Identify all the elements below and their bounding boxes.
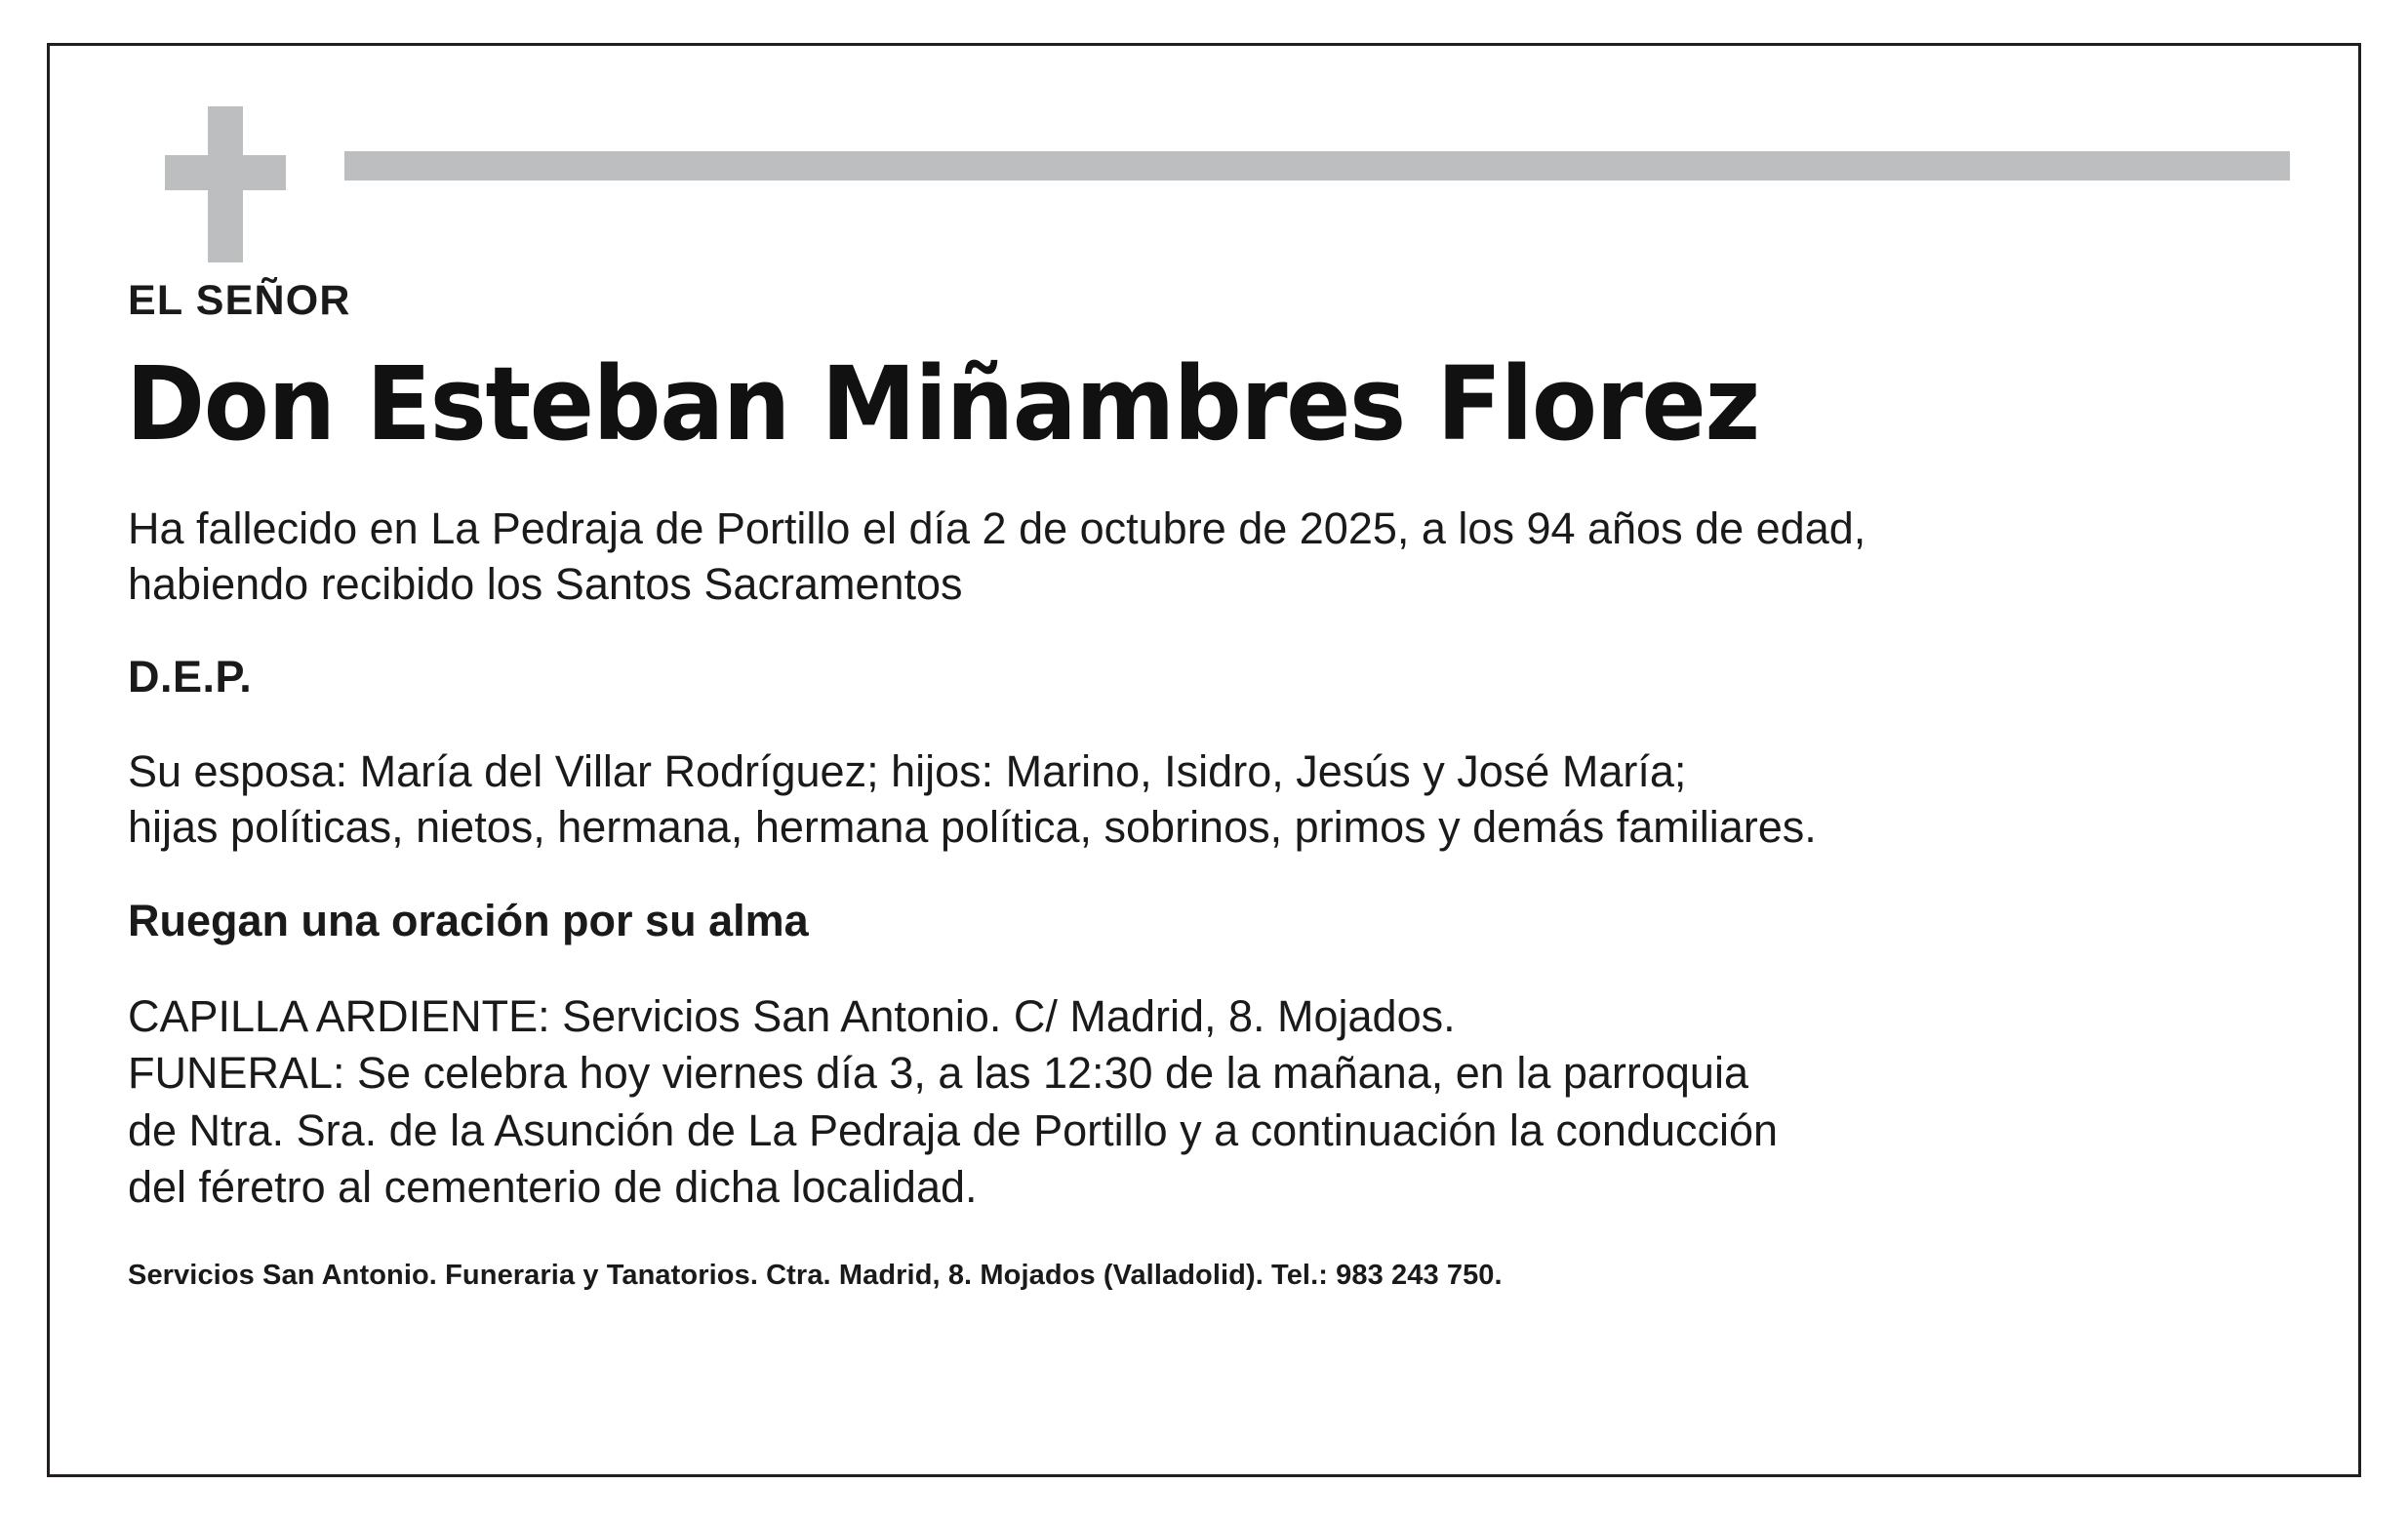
family-list — [128, 743, 2290, 856]
rest-in-peace-label: D.E.P. — [128, 651, 253, 702]
cross-horizontal-bar — [165, 155, 286, 190]
prayer-request: Ruegan una oración por su alma — [128, 895, 809, 945]
latin-cross-icon — [165, 106, 274, 262]
deceased-name: Don Esteban Miñambres Florez — [126, 344, 1759, 464]
service-detail-line: de Ntra. Sra. de la Asunción de La Pedraja de Portillo y a continuación la conducción — [128, 1104, 1779, 1155]
obituary-notice-content — [124, 85, 2290, 1453]
honorific-label: EL SEÑOR — [128, 277, 351, 324]
service-detail-line: FUNERAL: Se celebra hoy viernes día 3, a las 12:30 de la mañana, en la parroquia — [128, 1048, 1748, 1099]
notice-header — [124, 85, 2290, 261]
obituary-notice-frame — [47, 43, 2361, 1477]
death-announcement — [128, 501, 2290, 613]
death-announcement-line-1: Ha fallecido en La Pedraja de Portillo el día 2 de octubre de 2025, a los 94 años de edad, — [128, 502, 1866, 553]
family-list-line-2: hijas políticas, nietos, hermana, hermana política, sobrinos, primos y demás familiares. — [128, 802, 1817, 853]
service-detail-line: CAPILLA ARDIENTE: Servicios San Antonio. C/ Madrid, 8. Mojados. — [128, 990, 1456, 1041]
service-detail-line: del féretro al cementerio de dicha localidad. — [128, 1162, 978, 1213]
funeral-home-footer: Servicios San Antonio. Funeraria y Tanatorios. Ctra. Madrid, 8. Mojados (Valladolid). Tel.: 983 243 750. — [128, 1259, 1503, 1291]
service-details — [128, 988, 2290, 1217]
family-list-line-1: Su esposa: María del Villar Rodríguez; hijos: Marino, Isidro, Jesús y José María; — [128, 745, 1687, 796]
death-announcement-line-2: habiendo recibido los Santos Sacramentos — [128, 559, 963, 610]
header-divider-rule — [344, 151, 2290, 181]
